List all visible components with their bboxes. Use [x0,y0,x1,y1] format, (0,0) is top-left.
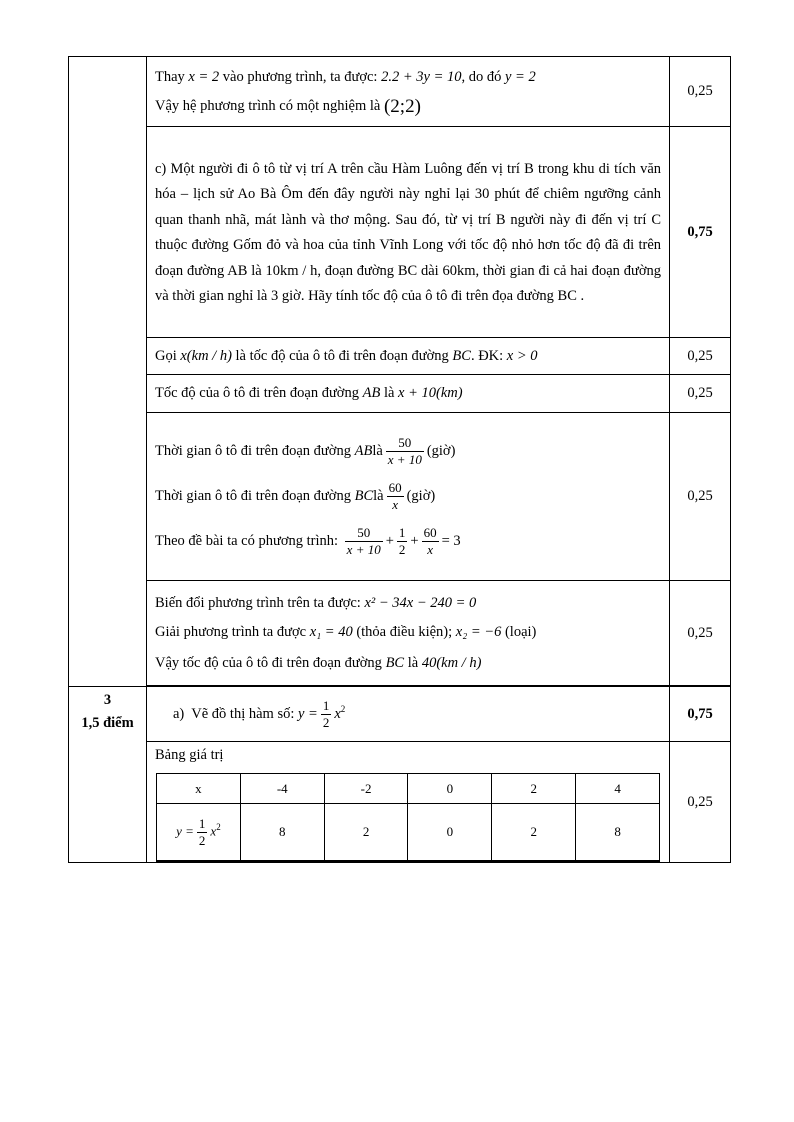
content-cell [147,742,670,863]
x-row [157,774,660,804]
denominator: x + 10 [387,452,422,467]
exponent: 2 [340,703,346,714]
row-value-table [69,742,731,863]
fraction [386,435,424,468]
fraction [387,480,404,513]
time-bc-line [155,480,661,513]
exponent: 2 [216,821,221,832]
text: là [383,385,395,401]
text: là [372,442,383,459]
math-expr: (2;2) [383,95,421,117]
text: là tốc độ của ô tô đi trên đoạn đường [235,347,449,364]
denominator: 2 [322,714,330,730]
speed-line [155,381,661,406]
equation-line [155,525,661,558]
math-expr: x₁ = 40 [309,623,353,640]
text: Biến đổi phương trình trên ta được: [155,594,361,611]
text: Tốc độ của ô tô đi trên đoạn đường [155,385,359,401]
numerator: 60 [388,480,402,495]
time-ab-line [155,435,661,468]
score-cell: 0,25 [670,742,731,863]
math-expr: x [210,822,217,838]
math-expr: x₂ = −6 [455,623,502,640]
text: (loại) [504,623,537,640]
operator: + [410,532,419,549]
text: Vậy tốc độ của ô tô đi trên đoạn đường [155,654,382,671]
row-times [69,413,731,581]
score-cell: 0,25 [670,338,731,375]
problem-text: c) Một người đi ô tô từ vị trí A trên cầu Hàm Luông đến vị trí B trong khu di tích văn hóa – lịch sử Ao Bà Ôm đến đây người này nghỉ lại 30 phút để chiêm ngưỡng cảnh quan thanh nhã, mát lành và thơ mộng. Sau đó, từ vị trí B người này đi đến vị trí C thuộc đường Gốm đỏ và hoa của tỉnh Vĩnh Long với tốc độ nhỏ hơn tốc độ đã đi trên đoạn đường AB là 10km / h, đoạn đường BC dài 60km, thời gian đi cả hai đoạn đường và thời gian nghỉ là 3 giờ. Hãy tính tốc độ của ô tô đi trên đọa đường BC . [155,160,661,304]
y-row [157,804,660,862]
numerator: 50 [345,525,383,542]
row-speed-ab [69,375,731,413]
text: là [407,654,419,671]
x-value: -4 [240,774,324,804]
text: Vậy hệ phương trình có một nghiệm là [155,97,381,114]
math-expr: y = [176,822,194,838]
score-cell: 0,25 [670,57,731,127]
row-solve [69,581,731,686]
part-a-line [155,698,661,731]
math-expr: x > 0 [506,347,538,364]
y-value: 8 [240,804,324,862]
answer-key-table [68,56,731,863]
math-expr: BC [385,654,405,671]
transform-line [155,591,661,616]
question-points: 1,5 điểm [81,715,134,731]
row-let-var [69,338,731,375]
denominator: x [427,542,433,557]
text: Thời gian ô tô đi trên đoạn đường [155,487,351,504]
math-expr: 2.2 + 3y = 10 [381,68,462,85]
row-q3a [69,687,731,742]
math-expr: BC [452,347,471,364]
text: là [373,487,384,504]
x-label: x [157,774,241,804]
math-expr: x = 2 [188,68,220,85]
value-table [156,773,660,862]
substitute-line [155,65,661,90]
x-value: 4 [576,774,660,804]
text: Thời gian ô tô đi trên đoạn đường [155,442,351,459]
math-expr: AB [362,385,381,401]
fraction [321,698,332,731]
text: Vẽ đồ thị hàm số: [191,705,295,722]
question-cell [69,687,147,863]
math-expr: y = 2 [504,68,536,85]
question-cell-empty [69,57,147,687]
text: (giờ) [426,442,456,459]
text: , do đó [461,68,502,85]
math-expr: x [334,705,341,722]
roots-line [155,620,661,645]
math-expr: y = [298,705,318,722]
question-number: 3 [103,692,112,708]
math-expr: AB [354,442,373,459]
y-value: 0 [408,804,492,862]
y-value: 2 [324,804,408,862]
denominator: 2 [398,542,406,557]
text: . ĐK: [470,347,504,364]
table-title: Bảng giá trị [155,747,224,763]
text: (thỏa điều kiện); [356,623,453,640]
let-line [155,344,661,369]
numerator: 60 [423,525,437,540]
math-expr: = 3 [441,532,461,549]
operator: + [385,532,394,549]
fraction [422,525,439,558]
content-cell [147,338,670,375]
text: Thay [155,68,185,85]
fraction [197,816,208,849]
math-expr: x + 10(km) [398,385,463,401]
numerator: 1 [398,525,406,540]
solution-line [155,94,661,119]
math-expr: x(km / h) [180,347,232,364]
score-cell: 0,25 [670,413,731,581]
score-cell: 0,25 [670,375,731,413]
x-value: 2 [492,774,576,804]
numerator: 50 [386,435,424,452]
numerator: 1 [322,697,330,713]
row-sub-b-end [69,57,731,127]
fraction [397,525,408,558]
content-cell [147,127,670,338]
math-expr: x² − 34x − 240 = 0 [364,594,477,611]
score-cell: 0,75 [670,687,731,742]
row-sub-c [69,127,731,338]
denominator: 2 [198,832,206,848]
x-value: -2 [324,774,408,804]
numerator: 1 [198,815,206,831]
content-cell [147,581,670,686]
math-expr: BC [354,487,374,504]
text: (giờ) [406,487,436,504]
text: vào phương trình, ta được: [222,68,378,85]
text: Theo đề bài ta có phương trình: [155,532,339,549]
answer-line [155,651,661,676]
denominator: x [392,497,398,512]
part-label: a) [173,705,185,722]
content-cell [147,57,670,127]
score-cell: 0,25 [670,581,731,686]
fraction [345,525,383,558]
x-value: 0 [408,774,492,804]
math-expr: 40(km / h) [421,654,482,671]
score-cell: 0,75 [670,127,731,338]
y-value: 8 [576,804,660,862]
y-value: 2 [492,804,576,862]
content-cell [147,413,670,581]
text: Giải phương trình ta được [155,623,307,640]
denominator: x + 10 [346,542,381,557]
content-cell [147,375,670,413]
y-label [157,804,241,862]
text: Gọi [155,347,177,364]
content-cell [147,687,670,742]
